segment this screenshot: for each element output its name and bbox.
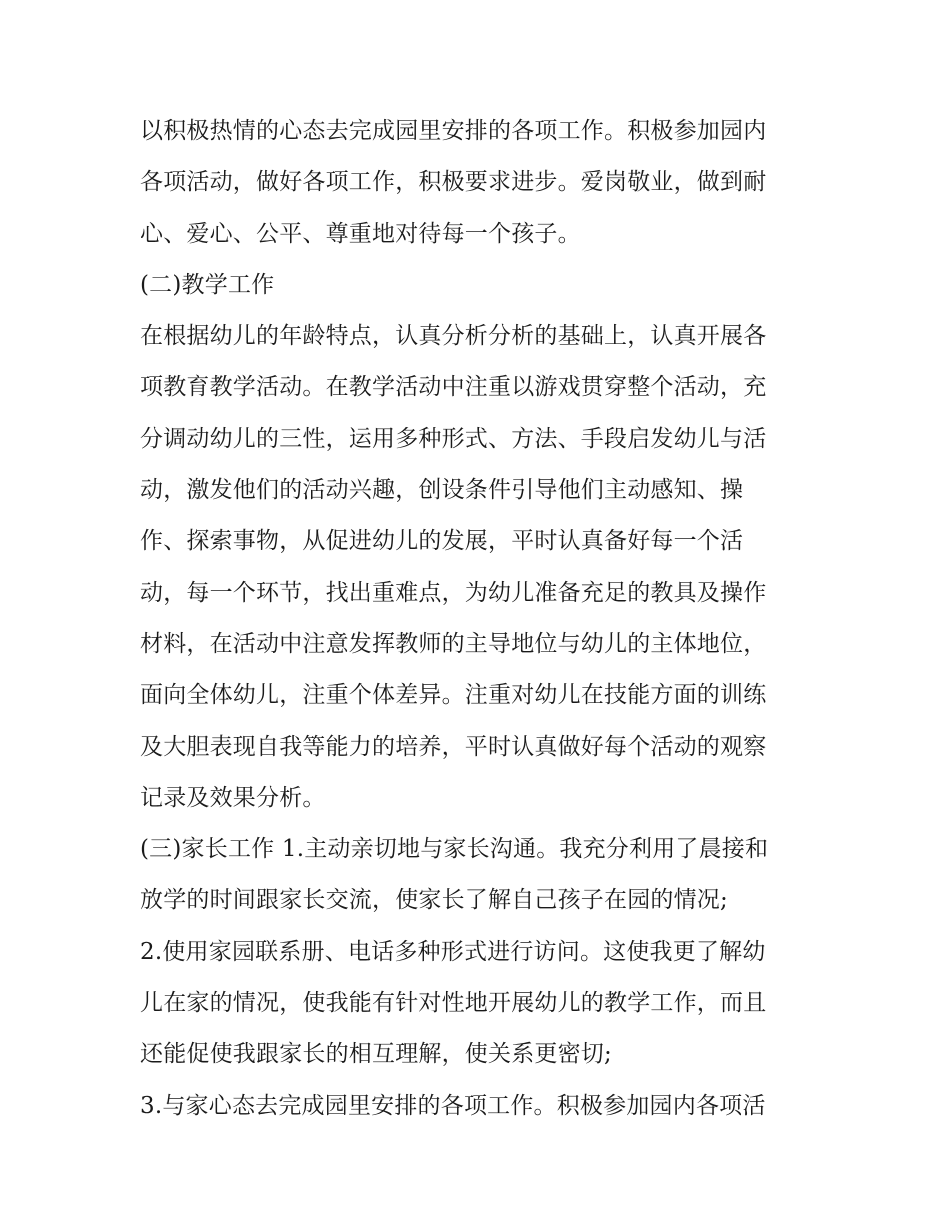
text-line-12: 面向全体幼儿，注重个体差异。注重对幼儿在技能方面的训练 xyxy=(140,682,767,709)
text-line-20: 3.与家心态去完成园里安排的各项工作。积极参加园内各项活 xyxy=(140,1092,766,1119)
document-body xyxy=(140,106,820,1132)
text-line-5: 在根据幼儿的年龄特点，认真分析分析的基础上，认真开展各 xyxy=(140,323,767,350)
text-line-10: 动，每一个环节，找出重难点，为幼儿准备充足的教具及操作 xyxy=(140,579,767,606)
text-line-8: 动，激发他们的活动兴趣，创设条件引导他们主动感知、操 xyxy=(140,477,744,504)
text-line-7: 分调动幼儿的三性，运用多种形式、方法、手段启发幼儿与活 xyxy=(140,425,767,452)
text-line-14: 记录及效果分析。 xyxy=(140,784,326,811)
text-line-13: 及大胆表现自我等能力的培养，平时认真做好每个活动的观察 xyxy=(140,733,767,760)
text-line-9: 作、探索事物，从促进幼儿的发展，平时认真备好每一个活 xyxy=(140,528,744,555)
text-line-6: 项教育教学活动。在教学活动中注重以游戏贯穿整个活动，充 xyxy=(140,374,767,401)
text-line-16: 放学的时间跟家长交流，使家长了解自己孩子在园的情况; xyxy=(140,887,728,914)
text-line-11: 材料，在活动中注意发挥教师的主导地位与幼儿的主体地位， xyxy=(140,630,767,657)
text-line-19: 还能促使我跟家长的相互理解，使关系更密切; xyxy=(140,1041,612,1068)
section-heading-parents: (三)家长工作 1.主动亲切地与家长沟通。我充分利用了晨接和 xyxy=(140,836,769,863)
text-line-2: 各项活动，做好各项工作，积极要求进步。爱岗敬业，做到耐 xyxy=(140,169,767,196)
text-line-18: 儿在家的情况，使我能有针对性地开展幼儿的教学工作，而且 xyxy=(140,990,767,1017)
section-heading-teaching: (二)教学工作 xyxy=(140,271,275,298)
text-line-3: 心、爱心、公平、尊重地对待每一个孩子。 xyxy=(140,220,581,247)
text-line-1: 以积极热情的心态去完成园里安排的各项工作。积极参加园内 xyxy=(140,118,767,144)
text-line-17: 2.使用家园联系册、电话多种形式进行访问。这使我更了解幼 xyxy=(140,938,766,965)
